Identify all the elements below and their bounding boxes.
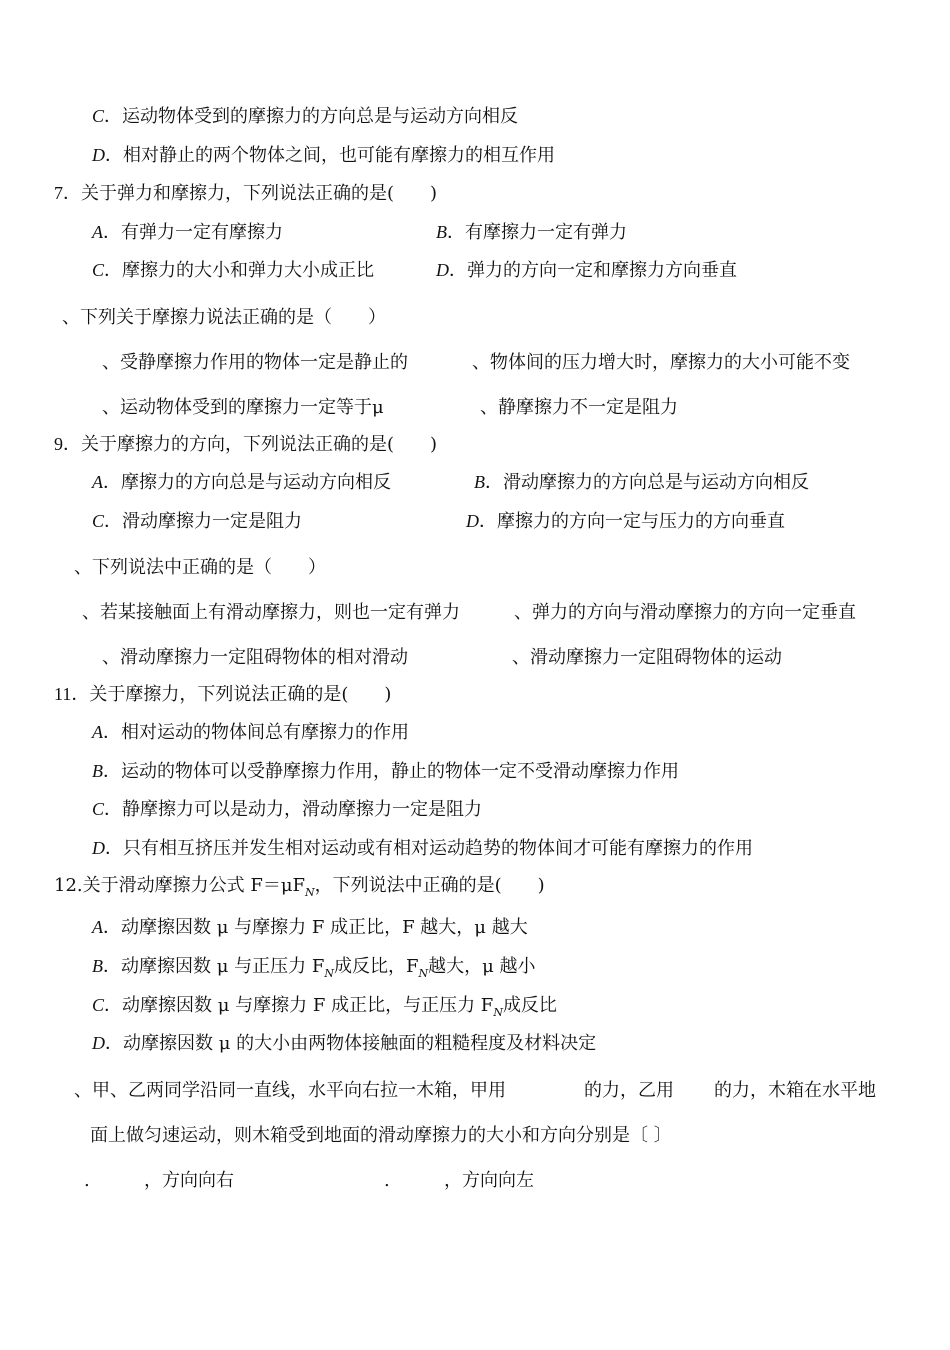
- option-d: [480, 396, 678, 420]
- question-text: 、甲、乙两同学沿同一直线，水平向右拉一木箱，甲用: [74, 1080, 506, 1101]
- option-b: [384, 1169, 390, 1193]
- question-text: 、下列说法中正确的是（ ）: [74, 557, 326, 578]
- option-b-text: [444, 1169, 534, 1193]
- option-b: [472, 351, 850, 375]
- option-c: [92, 509, 302, 534]
- option-a: [102, 351, 408, 375]
- option-d: [436, 258, 737, 283]
- option-label: A: [92, 222, 103, 242]
- question-text: 、下列关于摩擦力说法正确的是（ ）: [62, 307, 386, 328]
- option-a: [82, 601, 460, 625]
- option-text: 、物体间的压力增大时，摩擦力的大小可能不变: [472, 352, 850, 373]
- option-label: B: [436, 222, 447, 242]
- option-label: B: [92, 761, 103, 781]
- option-a: [92, 720, 409, 745]
- subscript: N: [324, 967, 334, 980]
- question-text: ．关于弹力和摩擦力，下列说法正确的是( ): [63, 183, 438, 204]
- subscript: N: [418, 967, 429, 980]
- question-number: 11: [54, 684, 72, 704]
- option-text: 、受静摩擦力作用的物体一定是静止的: [102, 352, 408, 373]
- option-label: D: [466, 511, 479, 531]
- option-text: .: [84, 1170, 90, 1191]
- option-label: C: [92, 995, 105, 1015]
- option-a-text: [144, 1169, 234, 1193]
- option-text: ．动摩擦因数 μ 与正压力 F: [103, 956, 325, 977]
- option-text: ．摩擦力的大小和弹力大小成正比: [104, 260, 375, 281]
- option-text: ．滑动摩擦力一定是阻力: [104, 511, 303, 532]
- option-text: ．有摩擦力一定有弹力: [447, 222, 627, 243]
- option-text: .: [384, 1170, 390, 1191]
- question-text: 的力，乙用: [584, 1080, 674, 1101]
- option-d: [92, 1031, 596, 1056]
- option-a: [84, 1169, 90, 1193]
- question-text: ．关于摩擦力的方向，下列说法正确的是( ): [63, 434, 438, 455]
- question-9: [54, 432, 437, 457]
- option-label: D: [436, 260, 449, 280]
- option-d: [92, 143, 555, 168]
- option-text: ．静摩擦力可以是动力，滑动摩擦力一定是阻力: [104, 799, 483, 820]
- question-12: [54, 874, 545, 905]
- option-text: ．动摩擦因数 μ 与摩擦力 F 成正比，与正压力 F: [104, 995, 494, 1016]
- question-11: [54, 682, 391, 707]
- question-8: [62, 306, 386, 330]
- option-a: [92, 915, 528, 940]
- option-b: [92, 759, 679, 784]
- option-label: D: [92, 838, 105, 858]
- question-13: [74, 1079, 506, 1103]
- subscript: N: [305, 886, 315, 899]
- option-b: [436, 220, 627, 245]
- option-b: [92, 954, 536, 986]
- option-a: [92, 220, 283, 245]
- option-label: A: [92, 917, 103, 937]
- question-7: [54, 181, 437, 206]
- option-text: ．动摩擦因数 μ 的大小由两物体接触面的粗糙程度及材料决定: [105, 1033, 597, 1054]
- option-text: 、运动物体受到的摩擦力一定等于μ: [102, 397, 384, 418]
- option-text: ．运动物体受到的摩擦力的方向总是与运动方向相反: [104, 106, 519, 127]
- option-text: ．动摩擦因数 μ 与摩擦力 F 成正比，F 越大，μ 越大: [103, 917, 528, 938]
- option-d: [92, 836, 753, 861]
- question-text: 12.关于滑动摩擦力公式 F＝μF: [54, 875, 306, 896]
- option-text: ．摩擦力的方向一定与压力的方向垂直: [479, 511, 785, 532]
- option-text: ．只有相互挤压并发生相对运动或有相对运动趋势的物体间才可能有摩擦力的作用: [105, 838, 753, 859]
- option-text: ．相对运动的物体间总有摩擦力的作用: [103, 722, 409, 743]
- option-c: [92, 104, 518, 129]
- option-c: [102, 646, 408, 670]
- option-label: D: [92, 1033, 105, 1053]
- option-text: 、静摩擦力不一定是阻力: [480, 397, 678, 418]
- option-text: ，方向向右: [144, 1170, 234, 1191]
- option-label: A: [92, 472, 103, 492]
- option-d: [512, 646, 782, 670]
- option-text-after: 成反比，F: [333, 956, 419, 977]
- option-text: 、弹力的方向与滑动摩擦力的方向一定垂直: [514, 602, 856, 623]
- option-label: D: [92, 145, 105, 165]
- option-text-after: 越大，μ 越小: [428, 956, 536, 977]
- question-text: 的力，木箱在水平地: [714, 1080, 876, 1101]
- option-c: [92, 993, 557, 1025]
- option-b: [474, 470, 809, 495]
- option-d: [466, 509, 785, 534]
- option-text: ．相对静止的两个物体之间，也可能有摩擦力的相互作用: [105, 145, 555, 166]
- question-10: [74, 556, 326, 580]
- option-label: C: [92, 511, 105, 531]
- question-number: 7: [54, 183, 63, 203]
- option-text: 、滑动摩擦力一定阻碍物体的运动: [512, 647, 782, 668]
- option-c: [92, 258, 374, 283]
- option-text-after: 成反比: [502, 995, 557, 1016]
- question-13-part: [584, 1079, 674, 1103]
- question-13-line2: [90, 1124, 672, 1148]
- question-text-after: ，下列说法中正确的是( ): [314, 875, 545, 896]
- option-text: ，方向向左: [444, 1170, 534, 1191]
- option-text: ．摩擦力的方向总是与运动方向相反: [103, 472, 391, 493]
- question-number: 9: [54, 434, 63, 454]
- subscript: N: [493, 1006, 503, 1019]
- option-text: 、若某接触面上有滑动摩擦力，则也一定有弹力: [82, 602, 460, 623]
- option-label: A: [92, 722, 103, 742]
- option-text: 、滑动摩擦力一定阻碍物体的相对滑动: [102, 647, 408, 668]
- option-text: ．滑动摩擦力的方向总是与运动方向相反: [485, 472, 809, 493]
- option-text: ．弹力的方向一定和摩擦力方向垂直: [449, 260, 737, 281]
- option-label: C: [92, 260, 105, 280]
- option-a: [92, 470, 391, 495]
- option-label: C: [92, 106, 105, 126]
- option-c: [102, 396, 384, 420]
- option-label: C: [92, 799, 105, 819]
- option-c: [92, 797, 482, 822]
- option-text: ．运动的物体可以受静摩擦力作用，静止的物体一定不受滑动摩擦力作用: [103, 761, 679, 782]
- option-text: ．有弹力一定有摩擦力: [103, 222, 283, 243]
- question-text: ．关于摩擦力，下列说法正确的是( ): [71, 684, 392, 705]
- option-b: [514, 601, 856, 625]
- option-label: B: [92, 956, 103, 976]
- question-text: 面上做匀速运动，则木箱受到地面的滑动摩擦力的大小和方向分别是〔 〕: [90, 1125, 672, 1146]
- question-13-part: [714, 1079, 876, 1103]
- option-label: B: [474, 472, 485, 492]
